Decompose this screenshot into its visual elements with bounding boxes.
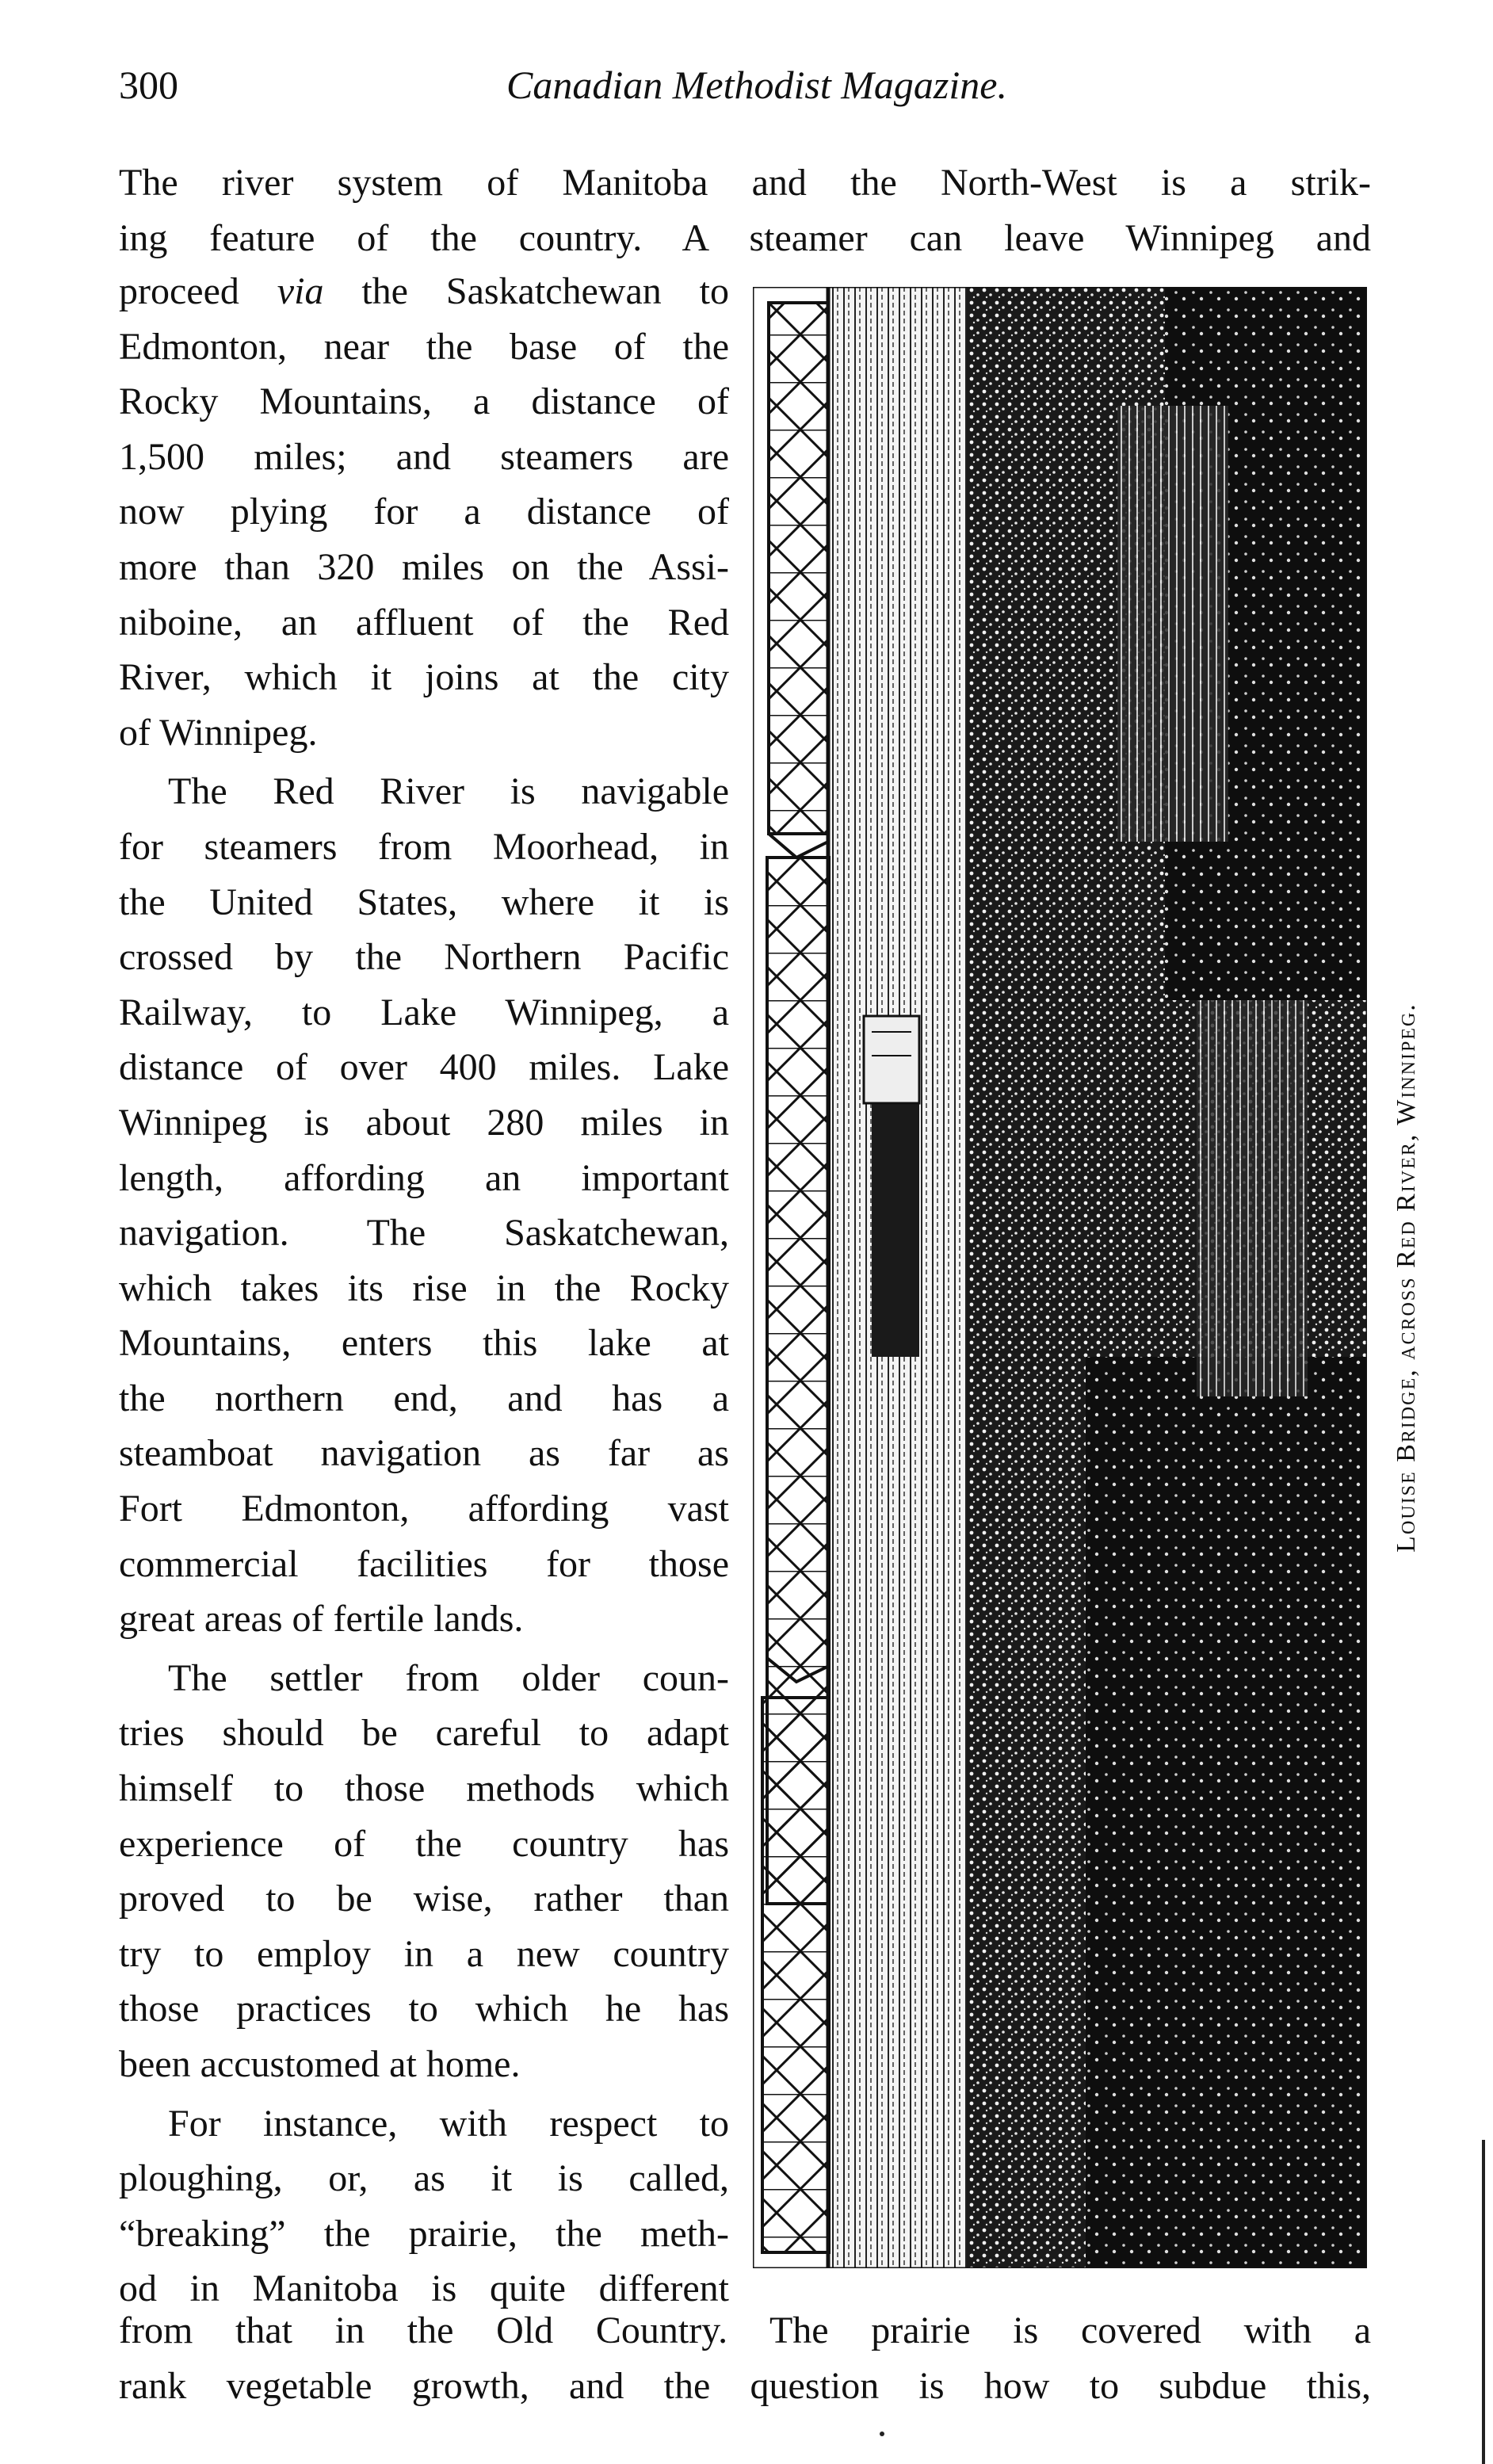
text-line: length, affording an important — [119, 1156, 729, 1199]
text-line: od in Manitoba is quite different — [119, 2267, 729, 2310]
engraving-illustration — [753, 287, 1367, 2268]
running-head — [119, 62, 1379, 125]
text-line: steamboat navigation as far as — [119, 1432, 729, 1475]
text-line: Rocky Mountains, a distance of — [119, 380, 729, 423]
text-line: Railway, to Lake Winnipeg, a — [119, 991, 729, 1033]
text-line: more than 320 miles on the Assi- — [119, 545, 729, 588]
text-line: 1,500 miles; and steamers are — [119, 435, 729, 478]
scan-edge-rule — [1482, 2140, 1485, 2464]
text-line: proceed via the Saskatchewan to — [119, 270, 729, 312]
text-line: Edmonton, near the base of the — [119, 325, 729, 368]
paragraph-2 — [119, 764, 729, 1647]
text-line: the United States, where it is — [119, 881, 729, 923]
caption-text: Louise Bridge, across Red River, Winnipeg. — [1392, 1003, 1421, 1553]
bridge-truss — [762, 287, 829, 2268]
text-line: the northern end, and has a — [119, 1377, 729, 1419]
text-line: tries should be careful to adapt — [119, 1712, 729, 1755]
text-line: now plying for a distance of — [119, 491, 729, 533]
body-column-narrow — [119, 264, 729, 2321]
body-line-top-1: The river system of Manitoba and the North-West is a strik- — [119, 162, 1371, 204]
paragraph-1 — [119, 264, 729, 760]
text-line: which takes its rise in the Rocky — [119, 1266, 729, 1309]
text-line: navigation. The Saskatchewan, — [119, 1212, 729, 1255]
text-line: been accustomed at home. — [119, 2043, 521, 2085]
text-line: of Winnipeg. — [119, 711, 318, 754]
text-line: try to employ in a new country — [119, 1932, 729, 1975]
text-line: those practices to which he has — [119, 1988, 729, 2030]
text-line: commercial facilities for those — [119, 1542, 729, 1585]
page-number: 300 — [119, 63, 178, 107]
riverboat — [864, 1016, 919, 1357]
text-line: himself to those methods which — [119, 1767, 729, 1810]
paragraph-4 — [119, 2096, 729, 2317]
paragraph-3 — [119, 1651, 729, 2092]
text-line: great areas of fertile lands. — [119, 1598, 524, 1641]
text-line: distance of over 400 miles. Lake — [119, 1046, 729, 1089]
text-line: ploughing, or, as it is called, — [119, 2157, 729, 2200]
text-line: River, which it joins at the city — [119, 656, 729, 699]
journal-title: Canadian Methodist Magazine. — [506, 63, 1007, 107]
body-line-bottom-1: from that in the Old Country. The prairie is covered with a — [119, 2309, 1371, 2351]
text-line: Fort Edmonton, affording vast — [119, 1488, 729, 1530]
italic-word: via — [277, 270, 324, 312]
text-line: for steamers from Moorhead, in — [119, 825, 729, 868]
text-line: Mountains, enters this lake at — [119, 1322, 729, 1365]
text-line: The Red River is navigable — [168, 770, 729, 813]
text-line: “breaking” the prairie, the meth- — [119, 2212, 729, 2255]
body-line-bottom-2: rank vegetable growth, and the question is how to subdue this, — [119, 2365, 1371, 2407]
text-line: experience of the country has — [119, 1822, 729, 1865]
text-line: For instance, with respect to — [168, 2102, 729, 2145]
illustration-caption — [1375, 287, 1438, 2268]
text-line: The settler from older coun- — [168, 1656, 729, 1699]
text-line: crossed by the Northern Pacific — [119, 936, 729, 979]
text-line: Winnipeg is about 280 miles in — [119, 1101, 729, 1144]
bridge-engraving — [753, 287, 1367, 2268]
body-line-top-2: ing feature of the country. A steamer can leave Winnipeg and — [119, 217, 1371, 259]
text-line: niboine, an affluent of the Red — [119, 601, 729, 644]
text-line: proved to be wise, rather than — [119, 1878, 729, 1920]
printers-mark — [880, 2432, 884, 2436]
